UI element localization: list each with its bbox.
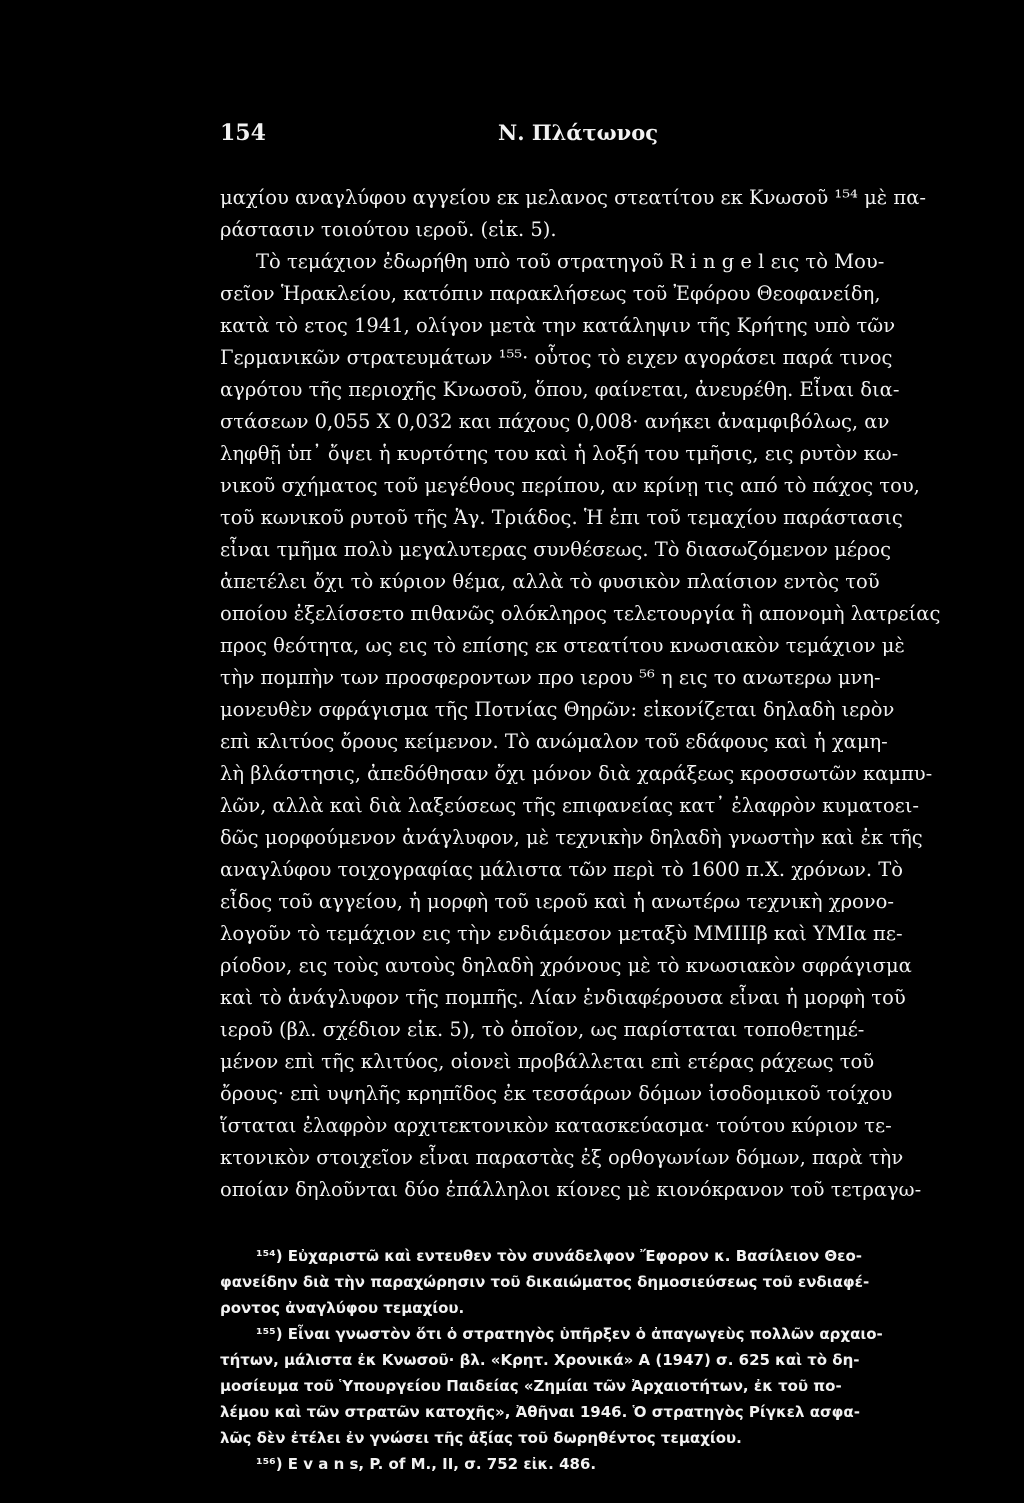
body-line: οποίου ἐξελίσσετο πιθανῶς ολόκληρος τελετουργία ἢ απονομὴ λατρείας <box>220 602 941 625</box>
body-line: μένον επὶ τῆς κλιτύος, οἱονεὶ προβάλλεται επὶ ετέρας ράχεως τοῦ <box>220 1050 875 1073</box>
running-head: Ν. Πλάτωνος <box>498 120 659 145</box>
body-text <box>220 182 941 1206</box>
body-line: Τὸ τεμάχιον ἐδωρήθη υπὸ τοῦ στρατηγοῦ R i n g e l εις τὸ Μου- <box>256 250 885 273</box>
body-line: ιεροῦ (βλ. σχέδιον εἰκ. 5), τὸ ὁποῖον, ως παρίσταται τοποθετημέ- <box>220 1018 865 1041</box>
body-line: κτονικὸν στοιχεῖον εἶναι παραστὰς ἐξ ορθογωνίων δόμων, παρὰ τὴν <box>220 1146 904 1169</box>
body-line: ληφθῇ ὑπ᾿ ὄψει ἡ κυρτότης του καὶ ἡ λοξή του τμῆσις, εις ρυτὸν κω- <box>220 442 899 465</box>
footnote-line: φανείδην διὰ τὴν παραχώρησιν τοῦ δικαιώματος δημοσιεύσεως τοῦ ενδιαφέ- <box>220 1273 870 1291</box>
footnote-line: μοσίευμα τοῦ Ὑπουργείου Παιδείας «Ζημίαι τῶν Ἀρχαιοτήτων, ἐκ τοῦ πο- <box>220 1377 842 1395</box>
body-line: αγρότου τῆς περιοχῆς Κνωσοῦ, ὅπου, φαίνεται, ἀνευρέθη. Εἶναι δια- <box>220 378 900 401</box>
body-line: εἶναι τμῆμα πολὺ μεγαλυτερας συνθέσεως. Τὸ διασωζόμενον μέρος <box>220 538 892 561</box>
body-line: εἶδος τοῦ αγγείου, ἡ μορφὴ τοῦ ιεροῦ καὶ ἡ ανωτέρω τεχνικὴ χρονο- <box>220 890 894 913</box>
body-line: νικοῦ σχήματος τοῦ μεγέθους περίπου, αν κρίνῃ τις από τὸ πάχος του, <box>220 474 920 497</box>
page-number: 154 <box>220 120 266 146</box>
body-line: σεῖον Ἡρακλείου, κατόπιν παρακλήσεως τοῦ Ἐφόρου Θεοφανείδη, <box>220 282 881 305</box>
body-line: τὴν πομπὴν των προσφερoντων προ ιερου ⁵⁶ η εις το ανωτερω μνη- <box>220 666 881 689</box>
body-line: προς θεότητα, ως εις τὸ επίσης εκ στεατίτου κνωσιακὸν τεμάχιον μὲ <box>220 634 905 657</box>
footnote-line: ¹⁵⁶) E v a n s, P. of M., II, σ. 752 εἰκ. 486. <box>256 1455 597 1473</box>
body-line: λὴ βλάστησις, ἀπεδόθησαν ὄχι μόνον διὰ χαράξεως κροσσωτῶν καμπυ- <box>220 762 933 785</box>
body-line: τοῦ κωνικοῦ ρυτοῦ τῆς Ἁγ. Τριάδος. Ἡ ἐπι τοῦ τεμαχίου παράστασις <box>220 506 903 529</box>
page-header <box>220 120 810 150</box>
footnote-line: τήτων, μάλιστα ἐκ Κνωσοῦ· βλ. «Κρητ. Χρονικά» Α (1947) σ. 625 καὶ τὸ δη- <box>220 1351 860 1369</box>
body-line: ἀπετέλει ὄχι τὸ κύριον θέμα, αλλὰ τὸ φυσικὸν πλαίσιον εντὸς τοῦ <box>220 570 880 593</box>
body-line: ράστασιν τοιούτου ιεροῦ. (εἰκ. 5). <box>220 218 557 241</box>
footnote-line: ¹⁵⁴) Εὐχαριστῶ καὶ εντευθεν τὸν συνάδελφον Ἔφορον κ. Βασίλειον Θεο- <box>256 1247 863 1265</box>
body-line: κατὰ τὸ ετος 1941, ολίγον μετὰ την κατάληψιν τῆς Κρήτης υπὸ τῶν <box>220 314 896 337</box>
body-line: μονευθὲν σφράγισμα τῆς Ποτνίας Θηρῶν: εἰκονίζεται δηλαδὴ ιερὸν <box>220 698 895 721</box>
body-line: ὄρους· επὶ υψηλῆς κρηπῖδος ἐκ τεσσάρων δόμων ἰσοδομικοῦ τοίχου <box>220 1082 893 1105</box>
footnote-line: λῶς δὲν ἐτέλει ἐν γνώσει τῆς ἀξίας τοῦ δωρηθέντος τεμαχίου. <box>220 1429 742 1447</box>
body-line: οποίαν δηλοῦνται δύο ἐπάλληλοι κίονες μὲ κιονόκρανον τοῦ τετραγω- <box>220 1178 922 1201</box>
body-line: αναγλύφου τοιχογραφίας μάλιστα τῶν περὶ τὸ 1600 π.Χ. χρόνων. Τὸ <box>220 858 904 881</box>
body-line: ρίοδον, εις τοὺς αυτοὺς δηλαδὴ χρόνους μὲ τὸ κνωσιακὸν σφράγισμα <box>220 954 912 977</box>
body-line: ἵσταται ἐλαφρὸν αρχιτεκτονικὸν κατασκεύασμα· τούτου κύριον τε- <box>220 1114 892 1137</box>
footnotes <box>220 1243 883 1477</box>
footnote-line: ¹⁵⁵) Εἶναι γνωστὸν ὅτι ὁ στρατηγὸς ὑπῆρξεν ὁ ἀπαγωγεὺς πολλῶν αρχαιο- <box>256 1325 883 1343</box>
body-line: καὶ τὸ ἀνάγλυφον τῆς πομπῆς. Λίαν ἐνδιαφέρουσα εἶναι ἡ μορφὴ τοῦ <box>220 986 906 1009</box>
body-line: στάσεων 0,055 X 0,032 και πάχους 0,008· ανήκει ἀναμφιβόλως, αν <box>220 410 890 433</box>
body-line: δῶς μορφούμενον ἀνάγλυφον, μὲ τεχνικὴν δηλαδὴ γνωστὴν καὶ ἐκ τῆς <box>220 826 923 849</box>
body-line: επὶ κλιτύος ὄρους κείμενον. Τὸ ανώμαλον τοῦ εδάφους καὶ ἡ χαμη- <box>220 730 888 753</box>
footnote-line: ροντος ἀναγλύφου τεμαχίου. <box>220 1299 465 1317</box>
body-line: Γερμανικῶν στρατευμάτων ¹⁵⁵· οὗτος τὸ ειχεν αγοράσει παρά τινος <box>220 346 893 369</box>
body-line: μαχίου αναγλύφου αγγείου εκ μελανος στεατίτου εκ Κνωσοῦ ¹⁵⁴ μὲ πα- <box>220 186 926 209</box>
footnote-line: λέμου καὶ τῶν στρατῶν κατοχῆς», Ἀθῆναι 1946. Ὁ στρατηγὸς Ρίγκελ ασφα- <box>220 1403 860 1421</box>
body-line: λῶν, αλλὰ καὶ διὰ λαξεύσεως τῆς επιφανείας κατ᾿ ἐλαφρὸν κυματοει- <box>220 794 919 817</box>
body-line: λογοῦν τὸ τεμάχιον εις τὴν ενδιάμεσον μεταξὺ ΜΜΙΙΙβ καὶ ΥΜΙα πε- <box>220 922 903 945</box>
